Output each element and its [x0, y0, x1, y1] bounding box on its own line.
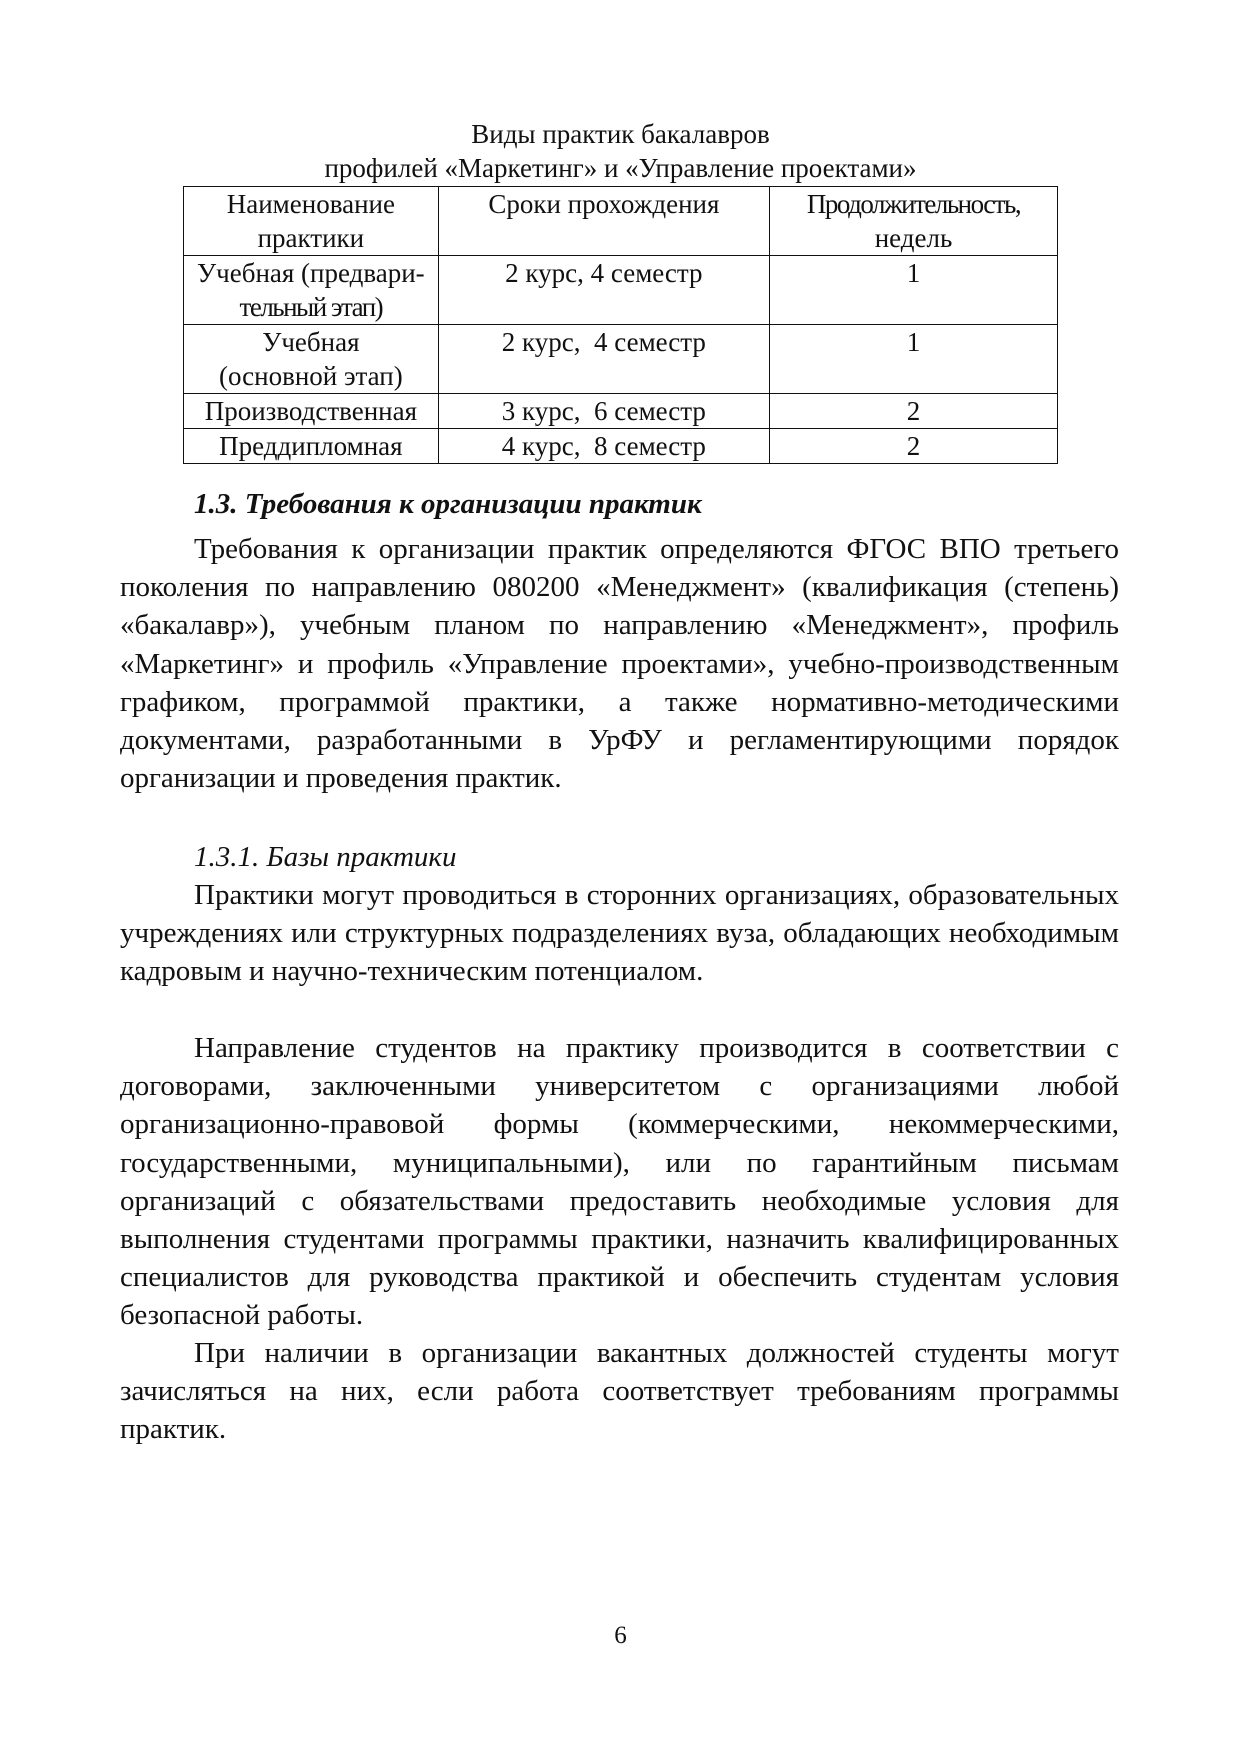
header-practice-name	[184, 187, 439, 256]
cell-weeks: 2	[770, 394, 1058, 429]
section-heading: 1.3. Требования к организации практик	[194, 488, 702, 520]
table-row	[184, 394, 1058, 429]
cell-terms: 3 курс, 6 семестр	[438, 394, 769, 429]
header-practice-name-line-1: Наименование	[226, 189, 395, 219]
header-terms	[438, 187, 769, 256]
paragraph-requirements: Требования к организации практик определяются ФГОС ВПО третьего поколения по направлению 080200 «Менеджмент» (квалификация (степень) «бакалавр»), учебным планом по направлению «Менеджмент», профиль «Маркетинг» и профиль «Управление проектами», учебно-производственным графиком, программой практики, а также нормативно-методическими документами, разработанными в УрФУ и регламентирующими порядок организации и проведения практик.	[120, 533, 1119, 795]
cell-practice-name-line-1	[188, 256, 434, 290]
table-row	[184, 256, 1058, 325]
table-row	[184, 429, 1058, 464]
header-duration-line-2: недель	[874, 223, 953, 253]
cell-weeks: 1	[770, 325, 1058, 394]
cell-practice-name: Преддипломная	[184, 429, 439, 464]
subsection-heading: 1.3.1. Базы практики	[194, 841, 457, 873]
cell-practice-name-line-1: Учебная	[262, 327, 360, 357]
cell-terms: 4 курс, 8 семестр	[438, 429, 769, 464]
cell-terms: 2 курс, 4 семестр	[438, 256, 769, 325]
table-caption-line-1: Виды практик бакалавров	[471, 119, 770, 149]
cell-practice-name-line-2: тельный этап)	[239, 292, 383, 322]
cell-practice-name-line-2: (основной этап)	[218, 361, 403, 391]
page-number: 6	[614, 1622, 627, 1649]
cell-practice-name	[184, 325, 439, 394]
practices-table	[183, 186, 1058, 464]
cell-practice-name-line-1-text: Учебная (предвари-	[197, 258, 425, 288]
cell-practice-name: Производственная	[184, 394, 439, 429]
header-practice-name-line-2: практики	[257, 223, 365, 253]
cell-weeks: 1	[770, 256, 1058, 325]
header-terms-text: Сроки прохождения	[488, 189, 720, 219]
cell-terms: 2 курс, 4 семестр	[438, 325, 769, 394]
header-duration-line-1: Продолжительность,	[806, 189, 1021, 219]
table-row	[184, 325, 1058, 394]
paragraph-student-placement: Направление студентов на практику производится в соответствии с договорами, заключенными университетом с организациями любой организационно-правовой формы (коммерческими, некоммерческими, государственными, муниципальными), или по гарантийным письмам организаций с обязательствами предоставить необходимые условия для выполнения студентами программы практики, назначить квалифицированных специалистов для руководства практикой и обеспечить студентам условия безопасной работы.	[120, 1032, 1119, 1332]
table-header-row	[184, 187, 1058, 256]
table-caption-line-2: профилей «Маркетинг» и «Управление проектами»	[324, 153, 917, 183]
header-duration	[770, 187, 1058, 256]
paragraph-practice-bases: Практики могут проводиться в сторонних организациях, образовательных учреждениях или структурных подразделениях вуза, обладающих необходимым кадровым и научно-техническим потенциалом.	[120, 879, 1119, 988]
cell-weeks: 2	[770, 429, 1058, 464]
cell-practice-name	[184, 256, 439, 325]
paragraph-vacant-positions: При наличии в организации вакантных должностей студенты могут зачисляться на них, если работа соответствует требованиям программы практик.	[120, 1337, 1119, 1446]
